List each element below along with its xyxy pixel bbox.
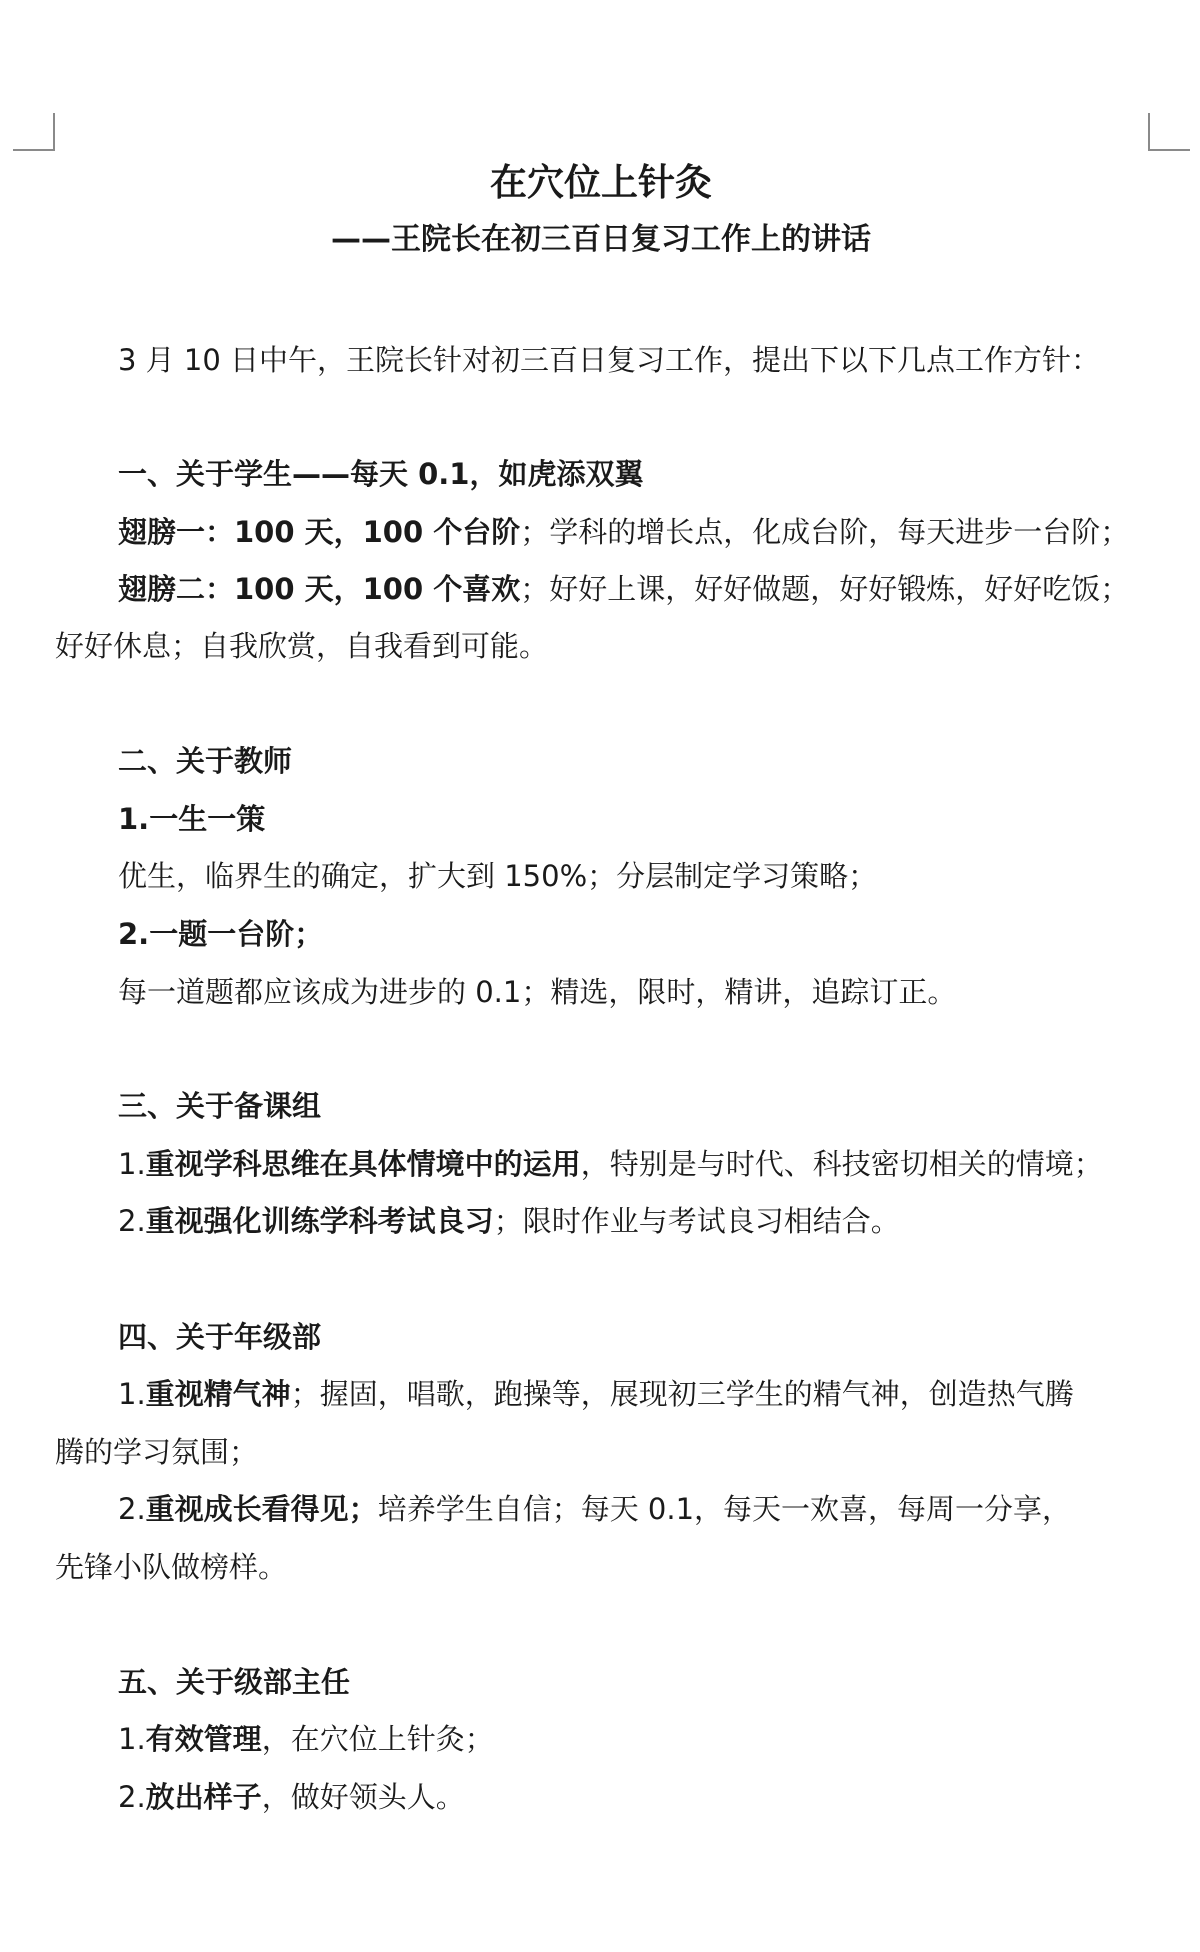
item-number: 1. (118, 1147, 146, 1181)
section-1-wing-2 (55, 567, 1147, 611)
item-2-emphasis: 重视成长看得见； (145, 1492, 378, 1526)
wing-2-title: 翅膀二：100 天，100 个喜欢 (118, 572, 521, 606)
crop-mark-top-left (13, 113, 55, 151)
wing-2-text: ；好好上课，好好做题，好好锻炼，好好吃饭； (520, 572, 1130, 606)
item-2-emphasis: 重视强化训练学科考试良习 (145, 1204, 494, 1238)
section-1-wing-1 (55, 510, 1147, 554)
document-subtitle: ——王院长在初三百日复习工作上的讲话 (331, 222, 871, 257)
item-number: 2. (118, 1492, 146, 1526)
item-2-text: ，做好领头人。 (261, 1780, 465, 1814)
item-2-text: 培养学生自信；每天 0.1，每天一欢喜，每周一分享， (377, 1492, 1072, 1526)
section-5-heading: 五、关于级部主任 (118, 1665, 351, 1699)
section-4-item-2-continued: 先锋小队做榜样。 (55, 1550, 288, 1584)
item-1-emphasis: 重视学科思维在具体情境中的运用 (145, 1147, 581, 1181)
item-number: 1. (118, 1377, 146, 1411)
item-1-text: ，在穴位上针灸； (261, 1722, 494, 1756)
section-4-item-1 (55, 1372, 1147, 1416)
item-1-emphasis: 有效管理 (145, 1722, 262, 1756)
section-2-item-2-text: 每一道题都应该成为进步的 0.1；精选，限时，精讲，追踪订正。 (118, 975, 957, 1009)
item-number: 2. (118, 1780, 146, 1814)
crop-mark-top-right (1148, 113, 1190, 151)
section-5-item-1 (55, 1717, 1147, 1761)
section-2-heading: 二、关于教师 (118, 744, 293, 778)
section-2-item-1-text: 优生，临界生的确定，扩大到 150%；分层制定学习策略； (118, 859, 878, 893)
item-2-text: ；限时作业与考试良习相结合。 (493, 1204, 900, 1238)
section-4-heading: 四、关于年级部 (118, 1320, 322, 1354)
item-1-text: ，特别是与时代、科技密切相关的情境； (580, 1147, 1103, 1181)
section-1-heading: 一、关于学生——每天 0.1，如虎添双翼 (118, 457, 644, 491)
item-number: 2. (118, 1204, 146, 1238)
wing-1-title: 翅膀一：100 天，100 个台阶 (118, 515, 521, 549)
section-5-item-2 (55, 1775, 1147, 1819)
section-3-heading: 三、关于备课组 (118, 1089, 322, 1123)
section-2-item-2-title: 2.一题一台阶； (118, 917, 324, 951)
document-title: 在穴位上针灸 (490, 161, 712, 204)
item-1-emphasis: 重视精气神 (145, 1377, 291, 1411)
section-1-wing-2-continued: 好好休息；自我欣赏，自我看到可能。 (55, 629, 549, 663)
section-2-item-1-title: 1.一生一策 (118, 802, 266, 836)
item-number: 1. (118, 1722, 146, 1756)
section-3-item-2 (55, 1199, 1147, 1243)
section-3-item-1 (55, 1142, 1147, 1186)
section-4-item-1-continued: 腾的学习氛围； (55, 1435, 259, 1469)
wing-1-text: ；学科的增长点，化成台阶，每天进步一台阶； (520, 515, 1130, 549)
intro-paragraph: 3 月 10 日中午，王院长针对初三百日复习工作，提出下以下几点工作方针： (118, 343, 1101, 377)
section-4-item-2 (55, 1487, 1147, 1531)
item-1-text: ；握固，唱歌，跑操等，展现初三学生的精气神，创造热气腾 (290, 1377, 1074, 1411)
item-2-emphasis: 放出样子 (145, 1780, 262, 1814)
